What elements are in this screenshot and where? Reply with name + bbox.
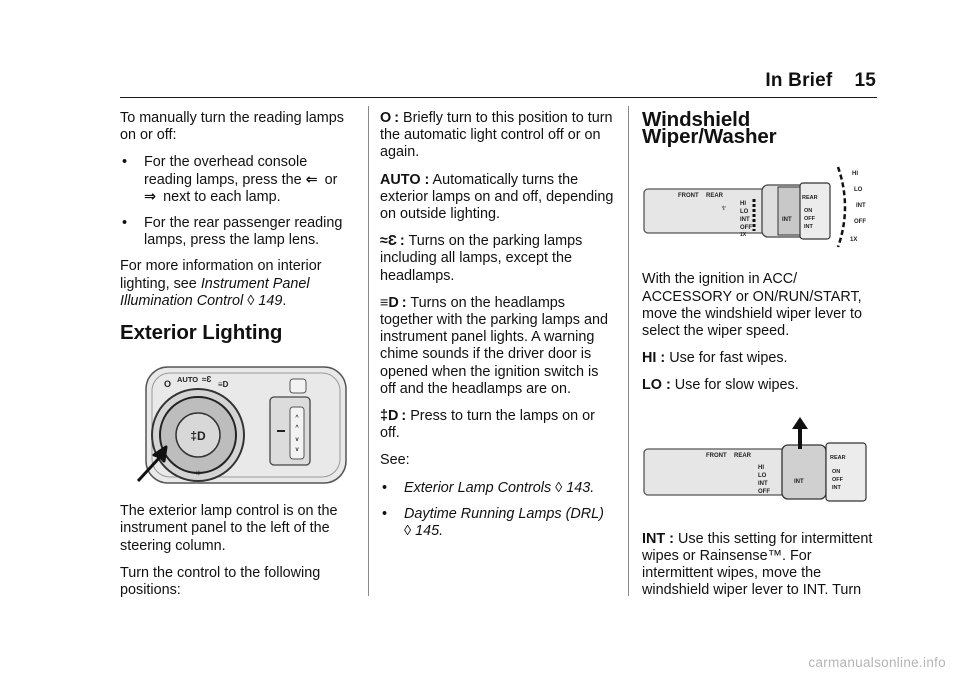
svg-text:≡D: ≡D xyxy=(218,380,229,390)
svg-text:OFF: OFF xyxy=(804,216,815,223)
reading-lamps-intro: To manually turn the reading lamps on or off: xyxy=(120,110,344,144)
svg-text:‡D: ‡D xyxy=(190,429,206,444)
fog-lamps-item: ‡D : Press to turn the lamps on or off. xyxy=(380,408,595,442)
cross-reference-page[interactable]: 149 xyxy=(258,292,283,309)
svg-text:v: v xyxy=(295,447,299,454)
wiper-hi-item: HI : Use for fast wipes. xyxy=(642,350,788,367)
svg-text:LO: LO xyxy=(854,187,863,194)
svg-text:INT: INT xyxy=(758,480,768,487)
svg-text:INT: INT xyxy=(856,203,866,210)
off-position-item: O : Briefly turn to this position to turn the automatic light control off or on again. xyxy=(380,110,613,161)
section-title: In Brief xyxy=(765,70,833,91)
column-right xyxy=(642,110,878,609)
fog-lamp-icon: ‡D xyxy=(380,408,399,425)
svg-text:HI: HI xyxy=(852,171,858,178)
exterior-lamp-control-illustration xyxy=(120,357,354,491)
lamp-control-instructions: Turn the control to the following positions: xyxy=(120,564,321,599)
cross-reference-page[interactable]: 143. xyxy=(566,479,595,496)
list-item: • Daytime Running Lamps (DRL) ◊ 145. xyxy=(382,505,604,540)
power-off-icon: O xyxy=(380,110,392,126)
column-left xyxy=(120,110,356,609)
list-item: • For the overhead console reading lamps, press the ⇐ or ⇒ next to each lamp. xyxy=(122,154,338,205)
parking-lamps-icon: ≈Ɛ xyxy=(380,233,397,250)
svg-text:≈Ɛ: ≈Ɛ xyxy=(202,375,212,385)
svg-text:^: ^ xyxy=(295,425,299,432)
page-ref-icon: ◊ xyxy=(404,523,412,540)
svg-text:REAR: REAR xyxy=(830,454,846,461)
svg-text:☼: ☼ xyxy=(194,467,203,478)
wiper-lever-illustration xyxy=(642,159,872,257)
lamp-control-location: The exterior lamp control is on the instrument panel to the left of the steering column. xyxy=(120,503,338,554)
svg-text:FRONT: FRONT xyxy=(678,193,699,200)
wiper-int-item: INT : Use this setting for intermittent wipes or Rainsense™. For intermittent wipes, move the windshield wiper lever to INT. Turn xyxy=(642,530,873,599)
cross-reference-link[interactable]: Instrument Panel Illumination Control xyxy=(120,275,310,309)
wiper-washer-heading: Windshield Wiper/Washer xyxy=(642,108,777,149)
headlamp-icon: ≡D xyxy=(380,294,399,311)
svg-text:OFF: OFF xyxy=(740,225,752,232)
svg-text:LO: LO xyxy=(740,209,749,216)
svg-text:ON: ON xyxy=(804,208,813,215)
svg-text:INT: INT xyxy=(782,217,792,224)
svg-text:REAR: REAR xyxy=(706,193,724,200)
column-divider-1 xyxy=(368,106,369,596)
column-divider-2 xyxy=(628,106,629,596)
page-ref-icon: ◊ xyxy=(555,479,563,496)
svg-text:HI: HI xyxy=(758,464,764,471)
page-ref-icon: ◊ xyxy=(247,292,255,309)
cross-reference-link[interactable]: Exterior Lamp Controls xyxy=(404,479,552,496)
reading-lamp-left-icon: ⇐ xyxy=(305,171,318,188)
watermark: carmanualsonline.info xyxy=(808,655,946,670)
svg-text:REAR: REAR xyxy=(802,195,818,202)
more-info-paragraph: For more information on interior lighting, see Instrument Panel Illumination Control ◊ 149. xyxy=(120,258,322,309)
running-header xyxy=(765,70,876,92)
svg-text:OFF: OFF xyxy=(854,219,866,226)
cross-reference-link[interactable]: Daytime Running Lamps (DRL) xyxy=(404,505,604,522)
list-item: • Exterior Lamp Controls ◊ 143. xyxy=(382,479,595,496)
wiper-intro: With the ignition in ACC/ ACCESSORY or ON/RUN/START, move the windshield wiper lever to select the wiper speed. xyxy=(642,271,862,340)
page-number: 15 xyxy=(854,70,876,91)
svg-text:^: ^ xyxy=(295,415,299,422)
list-item: • For the rear passenger reading lamps, press the lamp lens. xyxy=(122,215,343,249)
svg-text:INT: INT xyxy=(794,478,804,485)
reading-lamp-right-icon: ⇒ xyxy=(144,188,157,205)
svg-text:1X: 1X xyxy=(850,237,858,244)
auto-label: AUTO xyxy=(177,375,199,385)
svg-text:HI: HI xyxy=(740,201,746,208)
wiper-lo-item: LO : Use for slow wipes. xyxy=(642,377,799,394)
svg-text:ON: ON xyxy=(832,468,841,475)
svg-text:INT: INT xyxy=(740,217,750,224)
svg-text:OFF: OFF xyxy=(832,476,843,483)
svg-text:REAR: REAR xyxy=(734,452,752,459)
cross-reference-page[interactable]: 145. xyxy=(415,523,444,540)
svg-text:FRONT: FRONT xyxy=(706,452,727,459)
svg-text:INT: INT xyxy=(804,224,813,231)
headlamps-item: ≡D : Turns on the headlamps together with the parking lamps and instrument panel lights. A warning chime sounds if the driver door is opened when the ignition switch is off and the headlamps are on. xyxy=(380,294,608,397)
svg-text:1X: 1X xyxy=(740,232,747,239)
see-label: See: xyxy=(380,452,410,469)
svg-text:O: O xyxy=(164,379,172,390)
parking-lamps-item: ≈Ɛ : Turns on the parking lamps including all lamps, except the headlamps. xyxy=(380,233,583,284)
svg-text:LO: LO xyxy=(758,472,767,479)
exterior-lighting-heading: Exterior Lighting xyxy=(120,321,283,345)
svg-text:OFF: OFF xyxy=(758,488,770,495)
svg-text:INT: INT xyxy=(832,484,841,491)
auto-position-item: AUTO : Automatically turns the exterior lamps on and off, depending on outside lighting. xyxy=(380,171,614,223)
svg-text:v: v xyxy=(295,437,299,444)
svg-text:♆: ♆ xyxy=(720,203,728,215)
header-rule xyxy=(120,97,877,98)
column-middle xyxy=(380,110,618,549)
wiper-int-illustration xyxy=(642,413,874,515)
